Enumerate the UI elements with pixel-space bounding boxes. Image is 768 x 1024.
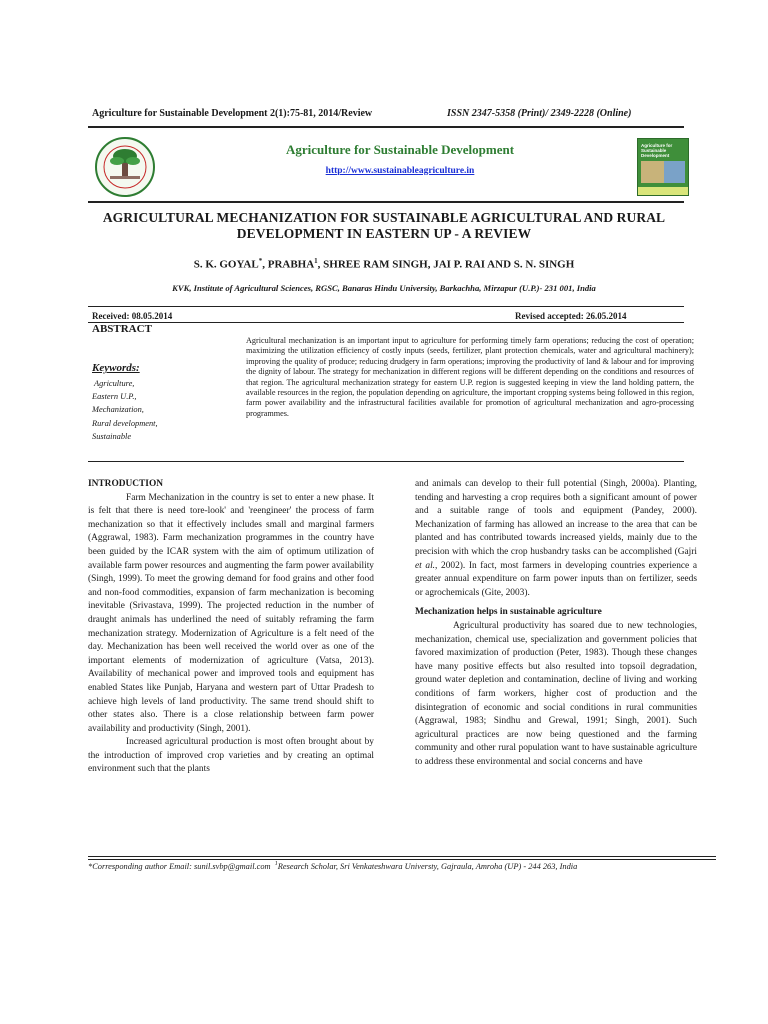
author-2: , PRABHA <box>262 258 315 271</box>
keyword: Eastern U.P., <box>92 392 137 402</box>
keyword: Mechanization, <box>92 405 144 415</box>
keyword: Sustainable <box>92 431 132 441</box>
subsection-heading: Mechanization helps in sustainable agriculture <box>415 607 602 618</box>
keyword: Rural development, <box>92 418 158 428</box>
journal-url-link[interactable]: http://www.sustainableagriculture.in <box>325 166 475 176</box>
paragraph-text: and animals can develop to their full potential (Singh, 2000a). Planting, tending and harvesting a crop requires both a significant amount of power and a suitable range of tools and equipment (Pandey, 2000). Mechanization of farming has allowed an increase to the area that can be planted and has contributed towards increased yields, mainly due to the precision with which the crop husbandry tasks can be accomplished (Gajri <box>415 479 697 557</box>
introduction-heading: INTRODUCTION <box>88 479 164 489</box>
received-date: Received: 08.05.2014 <box>92 311 173 321</box>
body-column-left <box>88 478 374 777</box>
footnote <box>88 861 728 871</box>
dates-bottom-rule <box>88 322 684 323</box>
author-1: S. K. GOYAL <box>193 258 259 271</box>
issn: ISSN 2347-5358 (Print)/ 2349-2228 (Online) <box>447 108 632 119</box>
author-2-mark: 1 <box>314 257 318 265</box>
masthead-rule <box>88 201 684 203</box>
paragraph-text: , 2002). In fact, most farmers in developing countries experience a greater annual expenditure on farm power inputs than on fertilizer, seeds or agrochemicals (Gite, 2003). <box>415 560 697 598</box>
paragraph: Farm Mechanization in the country is set to enter a new phase. It is felt that there is need tore-look' and 'reengineer' the process of farm mechanization so that it effectively includes small and marginal farmers (Aggrawal, 1983). Farm mechanization programmes in the country have been guided by the ICAR system with the aim of optimum utilization of available farm power resources and augmenting the farm power availability (Singh, 1999). To meet the growing demand for food grains and other food and non-food commodities, expansion of farm mechanization is becoming inevitable (Srivastava, 1999). The projected reduction in the number of draught animals has underlined the need of suitably reframing the farm mechanization strategy. Modernization of Agriculture is a felt need of the day. Mechanization has been well received the world over as one of the important elements of modernization of agriculture (Vatsa, 2013). Availability of mechanical power and improved tools and equipment has enabled States like Punjab, Haryana and western part of Uttar Pradesh to achieve high levels of land productivity. The same trend should shift to other states also. There is a close relationship between farm power availability and productivity (Singh, 2001). <box>88 492 374 734</box>
paragraph <box>415 478 697 600</box>
paragraph: Agricultural productivity has soared due to new technologies, mechanization, chemical use, specialization and government policies that favored maximization of production (Peter, 1983). Though these changes have many positive effects but also resulted into topsoil degradation, ground water depletion and contamination, decline of living and working conditions of farm workers, higher cost of production and the disintegration of economic and social conditions in rural communities (Aggrawal, 1983; Sindhu and Grewal, 1991; Singh, 2001). Such agricultural practices are now being questioned and the farming community and other rural population want to have sustainable agriculture to address these environmental and social concerns and have <box>415 620 697 767</box>
body-column-right <box>415 478 697 769</box>
journal-cover-thumbnail <box>637 138 689 196</box>
et-al: et al. <box>415 560 436 571</box>
keyword: Agriculture, <box>94 379 135 388</box>
corresponding-author: *Corresponding author Email: sunil.svbp@gmail.com <box>88 861 271 871</box>
research-scholar-note: Research Scholar, Sri Venkateshwara Universty, Gajraula, Amroha (UP) - 244 263, India <box>277 861 578 871</box>
keywords-heading: Keywords: <box>92 362 140 374</box>
footnote-rule <box>88 859 716 860</box>
affiliation: KVK, Institute of Agricultural Sciences, RGSC, Banaras Hindu University, Barkachha, Mirzapur (U.P.)- 231 001, India <box>172 283 596 293</box>
author-rest: , SHREE RAM SINGH, JAI P. RAI AND S. N. SINGH <box>317 258 575 271</box>
header-rule <box>88 126 684 128</box>
cover-bar <box>638 187 688 195</box>
footnote-mark: 1 <box>274 861 278 867</box>
cover-title: Agriculture for Sustainable Development <box>641 143 673 158</box>
journal-logo-icon <box>88 136 162 198</box>
journal-title: Agriculture for Sustainable Development <box>285 142 515 157</box>
footnote-rule <box>88 856 716 857</box>
dates-top-rule <box>88 306 684 307</box>
author-1-mark: * <box>258 257 263 265</box>
cover-image-secondary <box>664 161 685 183</box>
running-citation: Agriculture for Sustainable Development 2(1):75-81, 2014/Review <box>92 108 373 119</box>
abstract-heading: ABSTRACT <box>92 323 152 335</box>
abstract-text: Agricultural mechanization is an important input to agriculture for performing timely farm operations; reducing the cost of operation; maximizing the utilization efficiency of costly inputs (seeds, fertilizer, plant protection chemicals, water and agricultural machinery); improving the quality of produce; reducing drudgery in farm operations; improving the productivity of land & labour and for improving the dignity of labour. The strategy for mechanization in different regions will be different depending on the conditions and resources of that region. The agricultural mechanization strategy for eastern U.P. region is suggested keeping in view the land holding pattern, the available resources in the region, the population depending on agriculture, the important cropping systems being followed in this region, farm power availability and the infrastructural facilities available for promotion of agricultural mechanization and agro-processing programmes. <box>246 336 694 418</box>
keywords-list <box>92 377 158 443</box>
paragraph: Increased agricultural production is most often brought about by the introduction of improved crop varieties and by creating an optimal environment such that the plants <box>88 737 374 775</box>
revised-date: Revised accepted: 26.05.2014 <box>515 311 627 321</box>
author-list <box>90 257 678 271</box>
abstract-rule <box>88 461 684 462</box>
article-title: AGRICULTURAL MECHANIZATION FOR SUSTAINABLE AGRICULTURAL AND RURAL DEVELOPMENT IN EASTERN UP - A REVIEW <box>102 210 666 241</box>
